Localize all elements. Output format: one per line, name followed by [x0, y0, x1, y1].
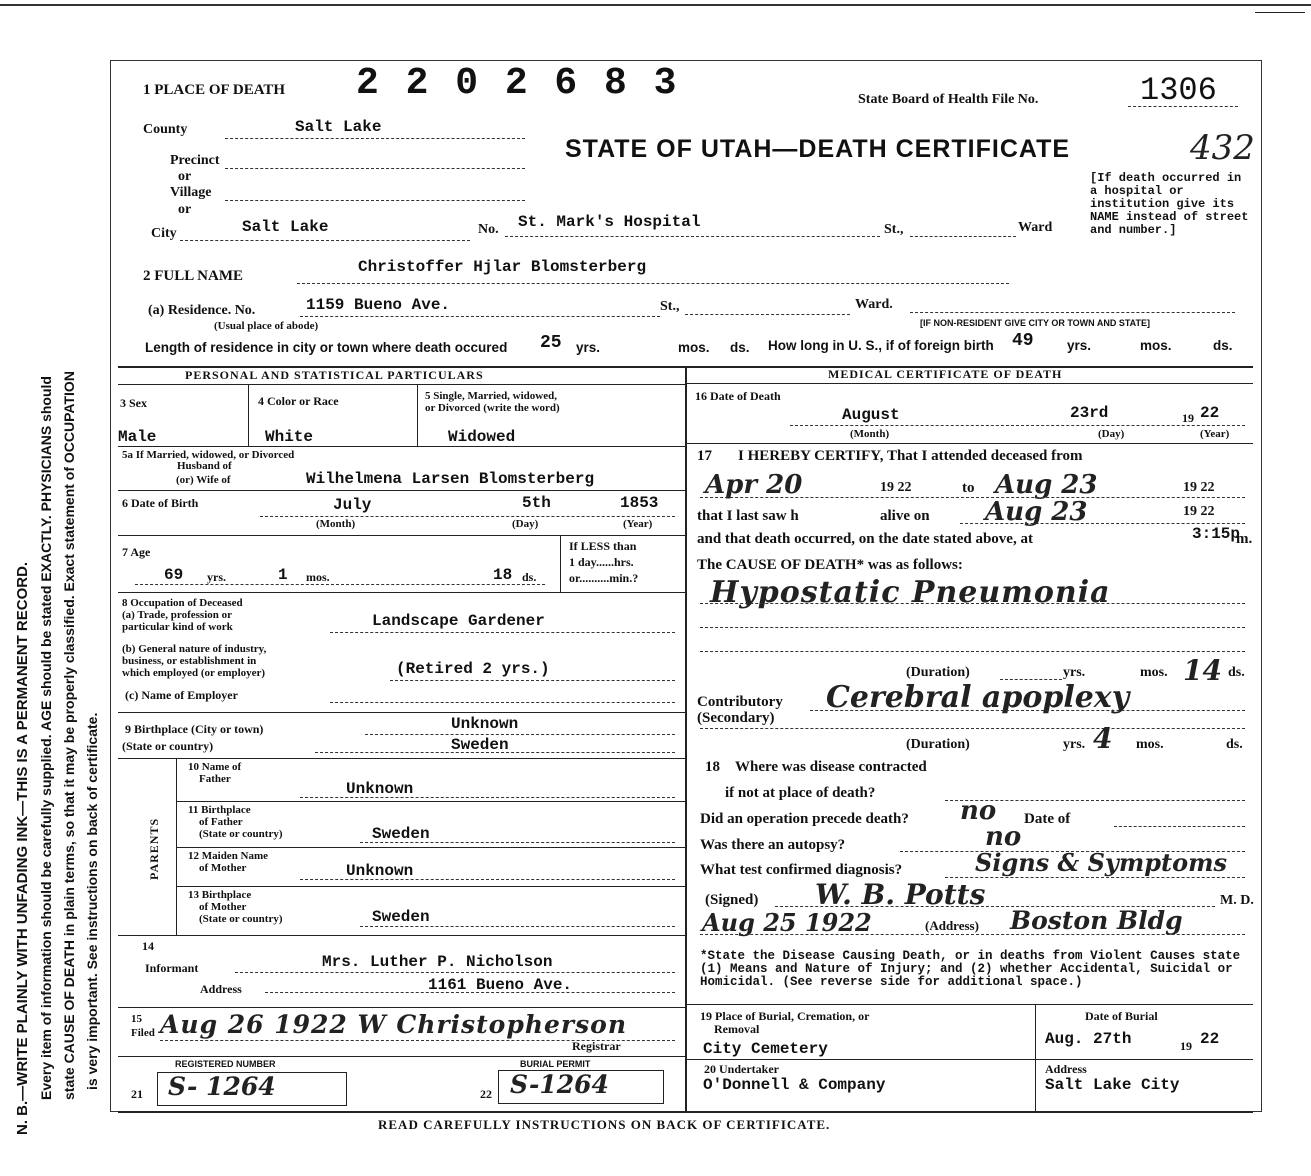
- row-line-8: [176, 847, 685, 848]
- scan-edge-top: [0, 4, 1311, 6]
- race-divider: [417, 384, 418, 446]
- city-line: [180, 240, 470, 241]
- cause-line-1: [700, 603, 1245, 604]
- residence-st-label: St.,: [660, 299, 680, 314]
- occupation-b-value: (Retired 2 yrs.): [396, 660, 550, 678]
- certificate-title: STATE OF UTAH—DEATH CERTIFICATE: [565, 135, 1071, 163]
- q18-number: 18: [705, 759, 720, 775]
- dob-year-label: (Year): [623, 518, 653, 530]
- file-no: 1306: [1140, 72, 1217, 109]
- death-time: 3:15p: [1192, 525, 1241, 543]
- father-label-2: Father: [199, 773, 231, 785]
- address-label: Address: [200, 982, 242, 996]
- or-2: or: [178, 202, 192, 217]
- dob-month-label: (Month): [316, 518, 356, 530]
- medical-heading-line: [687, 383, 1253, 384]
- death-year-label: (Year): [1200, 428, 1230, 440]
- filed-number: 15: [131, 1013, 142, 1025]
- father-line: [300, 797, 675, 798]
- full-name-label: 2 FULL NAME: [143, 268, 244, 284]
- test-line: [945, 877, 1245, 878]
- mother-birthplace-label-3: (State or country): [199, 913, 283, 925]
- birthplace-label-1: 9 Birthplace (City or town): [125, 722, 264, 736]
- row-line-2: [118, 490, 685, 491]
- last-saw-year: 19 22: [1183, 504, 1215, 519]
- village-label: Village: [170, 185, 212, 200]
- attended-line: [700, 497, 1245, 498]
- spouse-label-3: (or) Wife of: [176, 474, 231, 486]
- row-line-5: [118, 712, 685, 713]
- spouse-label-1: 5a If Married, widowed, or Divorced: [122, 449, 295, 461]
- father-birthplace-label-3: (State or country): [199, 828, 283, 840]
- row-line-9: [176, 886, 685, 887]
- burial-label-2: Removal: [714, 1022, 760, 1036]
- no-value: St. Mark's Hospital: [518, 213, 701, 231]
- birthplace-country-line: [315, 752, 675, 753]
- occupation-b-label-1: (b) General nature of industry,: [122, 643, 267, 655]
- test-value: Signs & Symptoms: [975, 848, 1228, 877]
- margin-note-3: state CAUSE OF DEATH in plain terms, so that it may be properly classified. Exact statement of OCCUPATION: [61, 371, 77, 1100]
- birthplace-city: Unknown: [451, 715, 519, 733]
- duration-2-yrs: yrs.: [1063, 737, 1086, 752]
- race-value: White: [265, 428, 314, 446]
- medical-heading: MEDICAL CERTIFICATE OF DEATH: [828, 367, 1063, 381]
- operation-date-line: [1114, 826, 1245, 827]
- father-value: Unknown: [346, 780, 414, 798]
- death-day-label: (Day): [1098, 428, 1125, 440]
- date-of-death-line: [790, 425, 1245, 426]
- parents-label: PARENTS: [147, 817, 161, 880]
- occupation-a-label-1: (a) Trade, profession or: [122, 609, 232, 621]
- occupation-b-line: [390, 680, 675, 681]
- duration-2-years: 4: [1093, 722, 1113, 755]
- burial-permit-label: BURIAL PERMIT: [520, 1059, 591, 1069]
- to-label: to: [962, 480, 975, 496]
- length-residence-value: 25: [540, 333, 562, 353]
- less-than-1: If LESS than: [569, 539, 637, 553]
- duration-1-yrs: yrs.: [1063, 665, 1086, 680]
- burial-date-label: Date of Burial: [1085, 1009, 1158, 1023]
- father-label-1: 10 Name of: [188, 761, 242, 773]
- age-ds-label: ds.: [522, 570, 537, 584]
- residence-ward-line: [685, 314, 850, 315]
- length-yrs: yrs.: [576, 340, 601, 355]
- address-value: 1161 Bueno Ave.: [428, 976, 573, 994]
- autopsy-label: Was there an autopsy?: [700, 837, 846, 853]
- us-mos: mos.: [1140, 338, 1172, 353]
- full-name-line: [297, 283, 1009, 284]
- informant-number: 14: [142, 939, 154, 953]
- attended-from: Apr 20: [705, 470, 803, 500]
- duration-1-label: (Duration): [906, 665, 970, 680]
- burial-date: Aug. 27th: [1045, 1030, 1132, 1048]
- alive-on-label: alive on: [880, 508, 930, 524]
- undertaker-address: Salt Lake City: [1045, 1076, 1180, 1094]
- cause-footnote: *State the Disease Causing Death, or in deaths from Violent Causes state (1) Means and Nature of Injury; and (2) whether Accidental, Suicidal or Homicidal. (See reverse side for additional space.): [700, 949, 1241, 989]
- footer-line: [118, 1111, 1253, 1113]
- instructions-footer: READ CAREFULLY INSTRUCTIONS ON BACK OF CERTIFICATE.: [378, 1117, 831, 1132]
- physician-address: Boston Bldg: [1010, 906, 1183, 935]
- county-label: County: [143, 122, 188, 137]
- mother-birthplace-label-1: 13 Birthplace: [188, 889, 252, 901]
- row-line-4: [118, 592, 685, 593]
- attended-from-year: 19 22: [880, 480, 912, 495]
- burial-permit-value: S-1264: [510, 1070, 609, 1099]
- margin-note-1: N. B.—WRITE PLAINLY WITH UNFADING INK—THIS IS A PERMANENT RECORD.: [14, 561, 31, 1135]
- mother-value: Unknown: [346, 862, 414, 880]
- death-year-prefix: 19: [1182, 411, 1194, 425]
- death-month: August: [842, 406, 900, 424]
- father-birthplace-value: Sweden: [372, 825, 430, 843]
- death-year: 22: [1200, 404, 1220, 422]
- duration-2-ds: ds.: [1226, 737, 1243, 752]
- less-than-2: 1 day......hrs.: [569, 555, 634, 569]
- duration-2-mos: mos.: [1136, 737, 1164, 752]
- death-occurred-label: and that death occurred, on the date stated above, at: [697, 531, 1033, 547]
- age-divider: [560, 535, 561, 592]
- burial-divider: [1035, 1004, 1036, 1059]
- length-mos: mos.: [678, 340, 710, 355]
- date-of-label: Date of: [1024, 811, 1071, 827]
- duration-1-ds: ds.: [1228, 665, 1245, 680]
- row-line-3: [118, 535, 685, 536]
- duration-1-days: 14: [1183, 654, 1222, 687]
- informant-label: Informant: [145, 961, 199, 975]
- occupation-a-value: Landscape Gardener: [372, 612, 545, 630]
- employer-line: [330, 702, 675, 703]
- burial-year-prefix: 19: [1180, 1039, 1192, 1053]
- margin-note-2: Every item of information should be carefully supplied. AGE should be stated EXACTLY. PHYSICIANS should: [38, 376, 54, 1100]
- marital-value: Widowed: [448, 428, 516, 446]
- margin-note-4: is very important. See instructions on back of certificate.: [84, 712, 100, 1090]
- occupation-a-label-2: particular kind of work: [122, 621, 233, 633]
- filed-label: Filed: [131, 1027, 155, 1039]
- age-yrs-label: yrs.: [207, 570, 226, 584]
- age-months: 1: [278, 566, 288, 584]
- father-birthplace-label-1: 11 Birthplace: [188, 804, 251, 816]
- ward-label: Ward: [1018, 220, 1053, 235]
- undertaker-address-label: Address: [1045, 1062, 1087, 1076]
- age-label: 7 Age: [122, 545, 151, 559]
- address-line: [265, 992, 675, 993]
- dob-day-label: (Day): [512, 518, 539, 530]
- sex-value: Male: [118, 428, 157, 446]
- less-than-3: or..........min.?: [569, 571, 639, 585]
- length-residence-label: Length of residence in city or town where death occured: [145, 340, 508, 355]
- dob-label: 6 Date of Birth: [122, 496, 199, 510]
- physician-address-line: [700, 934, 1245, 935]
- row-line-12: [118, 1056, 685, 1057]
- row-line-7: [176, 801, 685, 802]
- residence-value: 1159 Bueno Ave.: [306, 296, 451, 314]
- physician-address-label: (Address): [925, 918, 979, 933]
- date-of-death-label: 16 Date of Death: [695, 389, 781, 403]
- signed-value: W. B. Potts: [815, 878, 986, 911]
- medical-row-line-2: [687, 1004, 1253, 1005]
- last-saw-line: [960, 523, 1245, 524]
- age-line: [135, 584, 545, 585]
- contributory-label-2: (Secondary): [697, 710, 775, 726]
- contributory-line-1: [810, 710, 1245, 711]
- residence-line: [300, 316, 660, 317]
- attended-to: Aug 23: [995, 470, 1098, 500]
- birthplace-country: Sweden: [451, 736, 509, 754]
- certify-number: 17: [697, 448, 712, 464]
- signed-label: (Signed): [705, 892, 759, 908]
- mother-line: [300, 879, 675, 880]
- cause-line-2: [700, 627, 1245, 628]
- row-line-10: [118, 935, 685, 936]
- ward-line: [910, 236, 1016, 237]
- row-line-11: [118, 1007, 685, 1008]
- burial-year: 22: [1200, 1030, 1220, 1048]
- mother-label-1: 12 Maiden Name: [188, 850, 269, 862]
- precinct-line: [225, 168, 525, 169]
- county-line: [225, 138, 525, 139]
- medical-row-line-3: [687, 1059, 1253, 1060]
- last-saw-label: that I last saw h: [697, 508, 799, 524]
- occupation-a-line: [330, 632, 675, 633]
- medical-row-line-1: [687, 443, 1253, 444]
- death-time-m: m.: [1236, 531, 1253, 547]
- column-divider: [685, 366, 687, 1111]
- us-label: How long in U. S., if of foreign birth: [768, 338, 994, 353]
- spouse-label-2: Husband of: [177, 460, 232, 472]
- usual-abode-label: (Usual place of abode): [214, 320, 319, 332]
- contributory-line-2: [700, 728, 1245, 729]
- row-line-1: [118, 446, 685, 447]
- burial-label-1: 19 Place of Burial, Cremation, or: [700, 1009, 870, 1023]
- registrar-label: Registrar: [572, 1039, 621, 1053]
- village-line: [225, 200, 525, 201]
- dob-month: July: [333, 496, 372, 514]
- q18-label-2: if not at place of death?: [725, 785, 876, 801]
- place-of-death-label: 1 PLACE OF DEATH: [143, 82, 286, 98]
- registered-number-value: S- 1264: [168, 1072, 276, 1101]
- contributory-label-1: Contributory: [697, 694, 783, 710]
- undertaker-divider: [1035, 1059, 1036, 1111]
- informant-value: Mrs. Luther P. Nicholson: [322, 953, 553, 971]
- informant-line: [235, 972, 675, 973]
- non-resident-label: [IF NON-RESIDENT GIVE CITY OR TOWN AND STATE]: [920, 318, 1151, 328]
- age-days: 18: [493, 566, 513, 584]
- marital-label-2: or Divorced (write the word): [425, 402, 560, 414]
- mother-label-2: of Mother: [199, 862, 247, 874]
- field-22-number: 22: [480, 1087, 492, 1101]
- registered-number-label: REGISTERED NUMBER: [175, 1059, 276, 1069]
- birthplace-city-line: [365, 734, 675, 735]
- city-value: Salt Lake: [242, 218, 329, 236]
- certify-text: I HEREBY CERTIFY, That I attended deceased from: [738, 448, 1083, 464]
- mother-birthplace-line: [360, 926, 675, 927]
- birthplace-label-2: (State or country): [122, 739, 214, 753]
- undertaker-value: O'Donnell & Company: [703, 1076, 886, 1094]
- stamp-number: 2 2 0 2 6 8 3: [356, 62, 679, 105]
- no-label: No.: [478, 222, 499, 237]
- no-line: [505, 236, 880, 237]
- residence-ward-value-line: [910, 312, 1235, 313]
- scan-edge-stack: [1255, 12, 1305, 13]
- age-mos-label: mos.: [306, 570, 330, 584]
- personal-heading-line: [118, 384, 685, 385]
- father-birthplace-line: [360, 842, 675, 843]
- residence-ward-label: Ward.: [855, 297, 893, 312]
- st-label: St.,: [884, 222, 904, 237]
- occupation-b-label-2: business, or establishment in: [122, 655, 257, 667]
- dob-line: [260, 516, 675, 517]
- row-line-6: [118, 758, 685, 759]
- file-no-label: State Board of Health File No.: [858, 92, 1039, 107]
- race-label: 4 Color or Race: [258, 394, 339, 408]
- marital-label-1: 5 Single, Married, widowed,: [425, 390, 557, 402]
- spouse-value: Wilhelmena Larsen Blomsterberg: [306, 470, 595, 488]
- mother-birthplace-value: Sweden: [372, 908, 430, 926]
- precinct-label: Precinct: [170, 153, 220, 168]
- cause-line-3: [700, 651, 1245, 652]
- us-yrs: yrs.: [1067, 338, 1092, 353]
- duration-1-mos: mos.: [1140, 665, 1168, 680]
- or-1: or: [178, 169, 192, 184]
- employer-label: (c) Name of Employer: [125, 688, 238, 702]
- death-month-label: (Month): [850, 428, 890, 440]
- sex-divider: [248, 384, 249, 446]
- sex-label: 3 Sex: [120, 396, 147, 410]
- age-years: 69: [164, 566, 184, 584]
- contributory-cause: Cerebral apoplexy: [826, 680, 1130, 715]
- q18-label-1: Where was disease contracted: [735, 759, 927, 775]
- county-value: Salt Lake: [295, 118, 382, 136]
- filed-handwriting: Aug 26 1922 W Christopherson: [160, 1010, 628, 1039]
- field-21-number: 21: [131, 1087, 143, 1101]
- city-label: City: [151, 226, 177, 241]
- personal-heading: PERSONAL AND STATISTICAL PARTICULARS: [185, 368, 484, 382]
- duration-2-label: (Duration): [906, 737, 970, 752]
- cause-of-death: Hypostatic Pneumonia: [710, 575, 1111, 610]
- autopsy-value: no: [985, 822, 1022, 852]
- cause-label: The CAUSE OF DEATH* was as follows:: [697, 557, 963, 573]
- undertaker-label: 20 Undertaker: [704, 1062, 779, 1076]
- us-ds: ds.: [1213, 338, 1233, 353]
- md-label: M. D.: [1220, 893, 1254, 908]
- mother-birthplace-label-2: of Mother: [199, 901, 247, 913]
- residence-label: (a) Residence. No.: [148, 303, 256, 318]
- occupation-b-label-3: which employed (or employer): [122, 667, 266, 679]
- signed-date: Aug 25 1922: [702, 908, 872, 937]
- test-label: What test confirmed diagnosis?: [700, 862, 903, 878]
- title-note: 432: [1190, 128, 1255, 168]
- occupation-label: 8 Occupation of Deceased: [122, 597, 243, 609]
- death-day: 23rd: [1070, 404, 1109, 422]
- attended-to-year: 19 22: [1183, 480, 1215, 495]
- full-name-value: Christoffer Hjlar Blomsterberg: [358, 258, 647, 276]
- burial-place: City Cemetery: [703, 1040, 828, 1058]
- operation-value: no: [960, 796, 997, 826]
- hospital-note: [If death occurred in a hospital or institution give its NAME instead of street and number.]: [1090, 171, 1249, 237]
- dob-day: 5th: [522, 494, 551, 512]
- dob-year: 1853: [620, 494, 659, 512]
- father-birthplace-label-2: of Father: [199, 816, 243, 828]
- us-value: 49: [1012, 331, 1034, 351]
- operation-label: Did an operation precede death?: [700, 811, 909, 827]
- last-saw-date: Aug 23: [985, 497, 1088, 527]
- length-ds: ds.: [730, 340, 750, 355]
